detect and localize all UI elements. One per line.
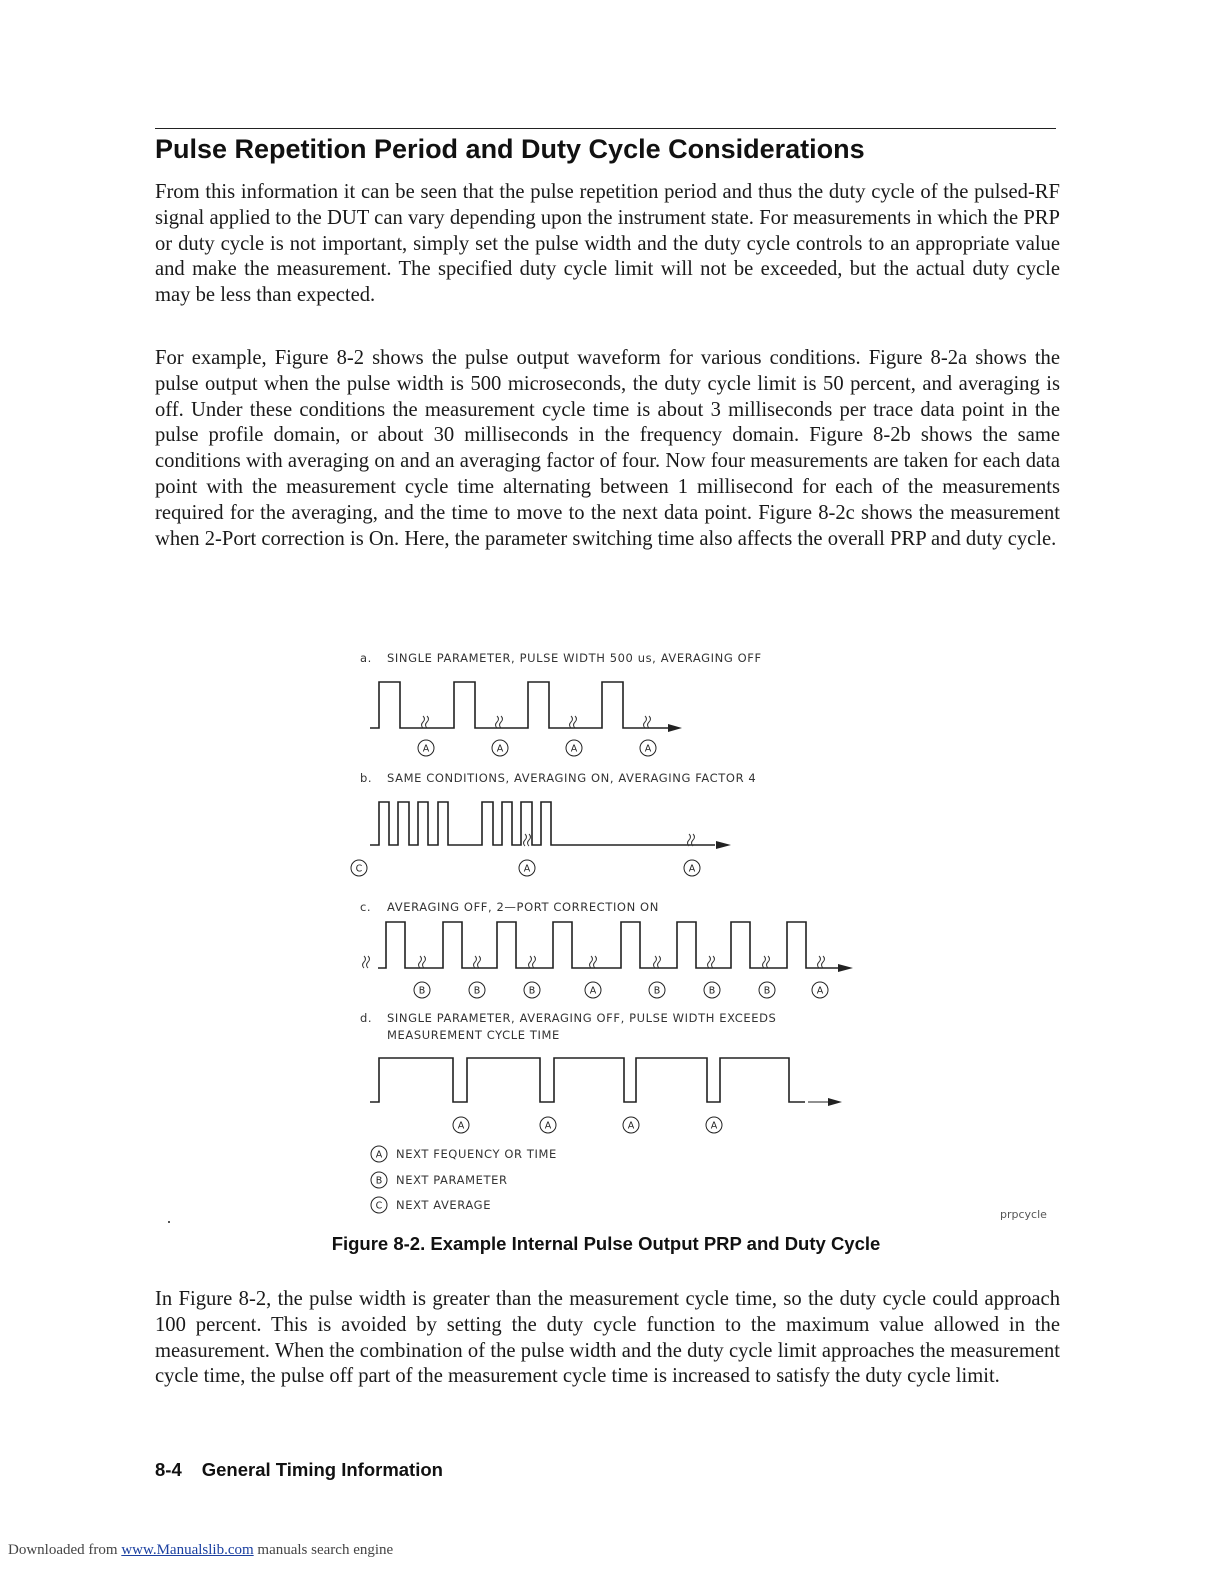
panel-d-label-line2: MEASUREMENT CYCLE TIME — [387, 1028, 560, 1042]
panel-b-letter: b. — [360, 771, 373, 785]
marker-c-1 — [414, 982, 430, 998]
panel-b-label: SAME CONDITIONS, AVERAGING ON, AVERAGING FACTOR 4 — [387, 771, 757, 785]
svg-text:A: A — [589, 985, 597, 997]
waveform-b — [370, 802, 715, 845]
download-note — [8, 1542, 393, 1559]
panel-a-label: SINGLE PARAMETER, PULSE WIDTH 500 us, AVERAGING OFF — [387, 651, 762, 665]
section-title: Pulse Repetition Period and Duty Cycle Considerations — [155, 134, 865, 164]
svg-text:A: A — [570, 743, 578, 755]
svg-text:A: A — [544, 1120, 552, 1132]
body-paragraph-3: In Figure 8-2, the pulse width is greater than the measurement cycle time, so the duty cycle could approach 100 percent. This is avoided by setting the duty cycle function to the maximum value allowed in the measurement. When the combination of the pulse width and the duty cycle limit approaches the measurement cycle time, the pulse off part of the measurement cycle time is increased to satisfy the duty cycle limit. — [155, 1288, 1060, 1388]
marker-c-8 — [812, 982, 828, 998]
figure-caption: Figure 8-2. Example Internal Pulse Output PRP and Duty Cycle — [331, 1233, 881, 1254]
marker-a-3 — [566, 740, 582, 756]
section-rule — [155, 128, 1056, 129]
svg-text:B: B — [763, 985, 771, 997]
svg-text:A: A — [457, 1120, 465, 1132]
panel-d-letter: d. — [360, 1011, 373, 1025]
svg-text:A: A — [816, 985, 824, 997]
waveform-a — [370, 682, 670, 728]
svg-text:B: B — [653, 985, 661, 997]
marker-c-7 — [759, 982, 775, 998]
marker-c-4 — [585, 982, 601, 998]
body-paragraph-1: From this information it can be seen that the pulse repetition period and thus the duty cycle of the pulsed-RF signal applied to the DUT can vary depending upon the instrument state. For measurements in which the PRP or duty cycle is not important, simply set the pulse width and the duty cycle controls to an appropriate value and make the measurement. The specified duty cycle limit will not be exceeded, but the actual duty cycle may be less than expected. — [155, 181, 1060, 307]
arrow-c — [838, 964, 853, 972]
svg-text:NEXT FEQUENCY OR TIME: NEXT FEQUENCY OR TIME — [396, 1147, 557, 1161]
marker-b-c — [351, 860, 367, 876]
arrow-d — [828, 1098, 842, 1106]
marker-a-2 — [492, 740, 508, 756]
marker-d-3 — [623, 1117, 639, 1133]
svg-text:A: A — [496, 743, 504, 755]
download-suffix: manuals search engine — [257, 1542, 394, 1558]
marker-c-2 — [469, 982, 485, 998]
chapter-title: General Timing Information — [201, 1459, 443, 1480]
svg-text:B: B — [708, 985, 716, 997]
waveform-d — [370, 1058, 805, 1102]
arrow-b — [716, 841, 731, 849]
page-number: 8-4 — [155, 1459, 182, 1480]
svg-text:C: C — [375, 1200, 383, 1212]
svg-text:B: B — [418, 985, 426, 997]
marker-d-1 — [453, 1117, 469, 1133]
svg-text:A: A — [644, 743, 652, 755]
marker-c-6 — [704, 982, 720, 998]
svg-text:A: A — [422, 743, 430, 755]
legend-item-c — [371, 1197, 491, 1213]
arrow-a — [668, 724, 682, 732]
svg-text:A: A — [627, 1120, 635, 1132]
download-prefix: Downloaded from — [8, 1542, 118, 1558]
marker-c-3 — [524, 982, 540, 998]
pulse-timing-figure — [340, 640, 860, 1230]
marker-d-4 — [706, 1117, 722, 1133]
marker-b-1 — [519, 860, 535, 876]
svg-text:NEXT AVERAGE: NEXT AVERAGE — [396, 1198, 492, 1212]
svg-text:A: A — [710, 1120, 718, 1132]
figure-tag: prpcycle — [1000, 1208, 1047, 1221]
legend-item-a — [371, 1146, 557, 1162]
page-footer — [155, 1459, 443, 1481]
svg-text:A: A — [523, 863, 531, 875]
svg-text:A: A — [688, 863, 696, 875]
body-paragraph-2: For example, Figure 8-2 shows the pulse output waveform for various conditions. Figure 8-2a shows the pulse output when the pulse width is 500 microseconds, the duty cycle limit is 50 percent, and averaging is off. Under these conditions the measurement cycle time is about 3 milliseconds per trace data point in the pulse profile domain, or about 30 milliseconds in the frequency domain. Figure 8-2b shows the same conditions with averaging on and an averaging factor of four. Now four measurements are taken for each data point with the measurement cycle time alternating between 1 millisecond for each of the measurements required for the averaging, and the time to move to the next data point. Figure 8-2c shows the measurement when 2-Port correction is On. Here, the parameter switching time also affects the overall PRP and duty cycle. — [155, 347, 1060, 550]
panel-c-label: AVERAGING OFF, 2—PORT CORRECTION ON — [387, 900, 659, 914]
panel-c-letter: c. — [360, 900, 372, 914]
svg-text:B: B — [473, 985, 481, 997]
svg-text:B: B — [528, 985, 536, 997]
figure-corner-mark — [168, 1221, 170, 1223]
marker-d-2 — [540, 1117, 556, 1133]
panel-a-letter: a. — [360, 651, 372, 665]
panel-d-label-line1: SINGLE PARAMETER, AVERAGING OFF, PULSE WIDTH EXCEEDS — [387, 1011, 777, 1025]
marker-a-4 — [640, 740, 656, 756]
svg-text:A: A — [375, 1149, 383, 1161]
manualslib-link[interactable]: www.Manualslib.com — [121, 1542, 254, 1558]
svg-text:B: B — [375, 1175, 383, 1187]
marker-a-1 — [418, 740, 434, 756]
marker-c-5 — [649, 982, 665, 998]
legend-item-b — [371, 1172, 508, 1188]
marker-b-2 — [684, 860, 700, 876]
svg-text:C: C — [355, 863, 363, 875]
svg-text:NEXT PARAMETER: NEXT PARAMETER — [396, 1173, 508, 1187]
